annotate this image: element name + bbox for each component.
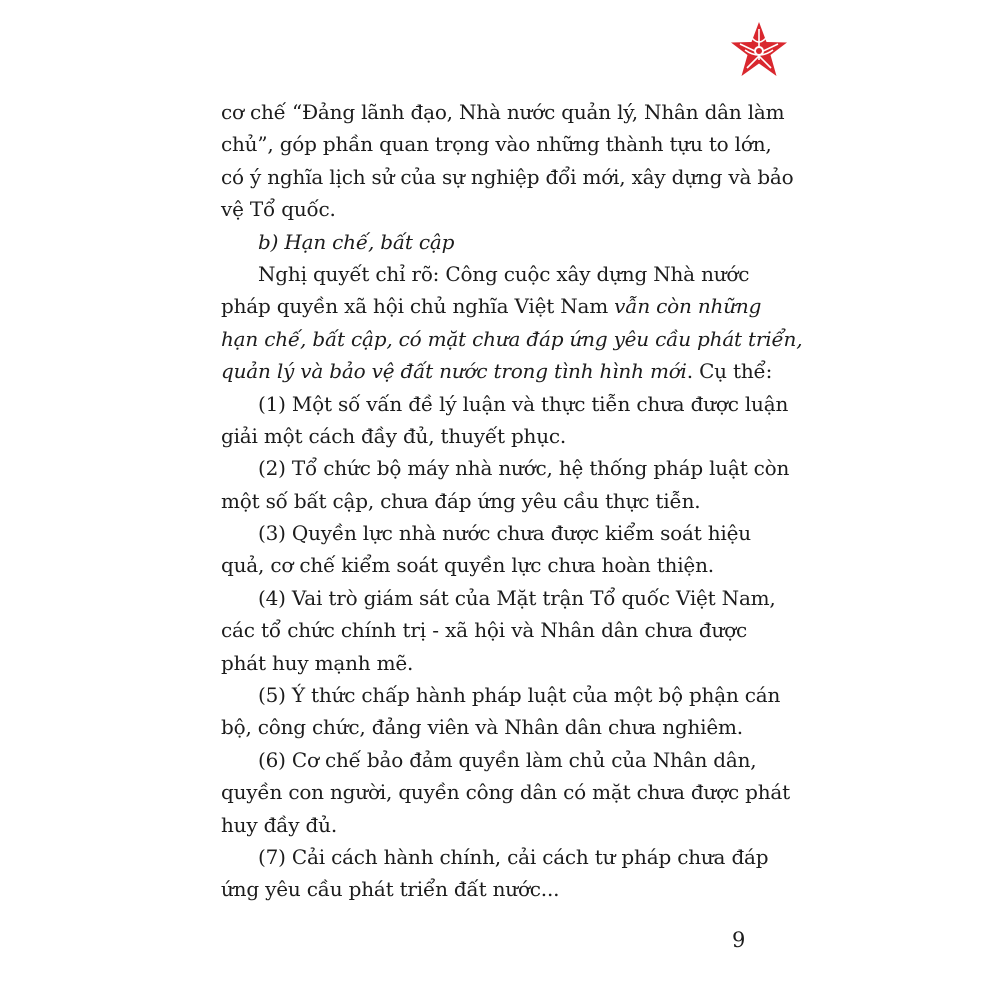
list-item-7 [221, 841, 769, 906]
text-line: cơ chế “Đảng lãnh đạo, Nhà nước quản lý, Nhân dân làm [221, 100, 785, 124]
text-line: giải một cách đầy đủ, thuyết phục. [221, 423, 567, 448]
list-item-6 [221, 744, 790, 841]
text-line: (3) Quyền lực nhà nước chưa được kiểm soát hiệu [258, 521, 751, 546]
text-line-mixed [221, 290, 762, 322]
text-line: (6) Cơ chế bảo đảm quyền làm chủ của Nhân dân, [258, 747, 757, 772]
text-line: (1) Một số vấn đề lý luận và thực tiễn chưa được luận [258, 391, 789, 416]
red-star-emblem-icon [728, 20, 790, 82]
text-line: (2) Tổ chức bộ máy nhà nước, hệ thống pháp luật còn [258, 456, 790, 481]
page-body [221, 96, 803, 906]
text-line-mixed [221, 355, 773, 387]
page-number: 9 [732, 928, 746, 952]
text-line: (5) Ý thức chấp hành pháp luật của một bộ phận cán [258, 683, 781, 708]
paragraph-continuation [221, 96, 794, 226]
text-line: ứng yêu cầu phát triển đất nước... [221, 877, 560, 902]
text-line: các tổ chức chính trị - xã hội và Nhân dân chưa được [221, 618, 747, 643]
list-item-5 [221, 679, 781, 744]
paragraph-resolution [221, 258, 803, 388]
section-heading-text: b) Hạn chế, bất cập [258, 229, 455, 254]
text-line: Nghị quyết chỉ rõ: Công cuộc xây dựng Nhà nước [258, 261, 750, 286]
text-line: bộ, công chức, đảng viên và Nhân dân chưa nghiêm. [221, 715, 743, 740]
text-line: quyền con người, quyền công dân có mặt chưa được phát [221, 780, 790, 805]
text-line: quả, cơ chế kiểm soát quyền lực chưa hoàn thiện. [221, 553, 714, 578]
text-line: một số bất cập, chưa đáp ứng yêu cầu thực tiễn. [221, 488, 701, 513]
list-item-4 [221, 582, 776, 679]
text-normal: pháp quyền xã hội chủ nghĩa Việt Nam [221, 294, 615, 319]
text-line-italic: hạn chế, bất cập, có mặt chưa đáp ứng yêu cầu phát triển, [221, 326, 803, 351]
text-line: vệ Tổ quốc. [221, 197, 336, 222]
text-line: chủ”, góp phần quan trọng vào những thành tựu to lớn, [221, 132, 772, 157]
text-normal: . Cụ thể: [686, 359, 773, 384]
text-line: có ý nghĩa lịch sử của sự nghiệp đổi mới, xây dựng và bảo [221, 164, 794, 189]
list-item-3 [221, 517, 751, 582]
text-italic: quản lý và bảo vệ đất nước trong tình hình mới [221, 359, 687, 384]
text-line: (7) Cải cách hành chính, cải cách tư pháp chưa đáp [258, 844, 769, 869]
text-italic: vẫn còn những [614, 294, 762, 319]
list-item-1 [221, 388, 789, 453]
star-emblem-core [756, 48, 762, 54]
text-line: (4) Vai trò giám sát của Mặt trận Tổ quốc Việt Nam, [258, 585, 776, 610]
text-line: huy đầy đủ. [221, 812, 337, 837]
section-heading [221, 226, 747, 258]
list-item-2 [221, 452, 790, 517]
text-line: phát huy mạnh mẽ. [221, 650, 414, 675]
